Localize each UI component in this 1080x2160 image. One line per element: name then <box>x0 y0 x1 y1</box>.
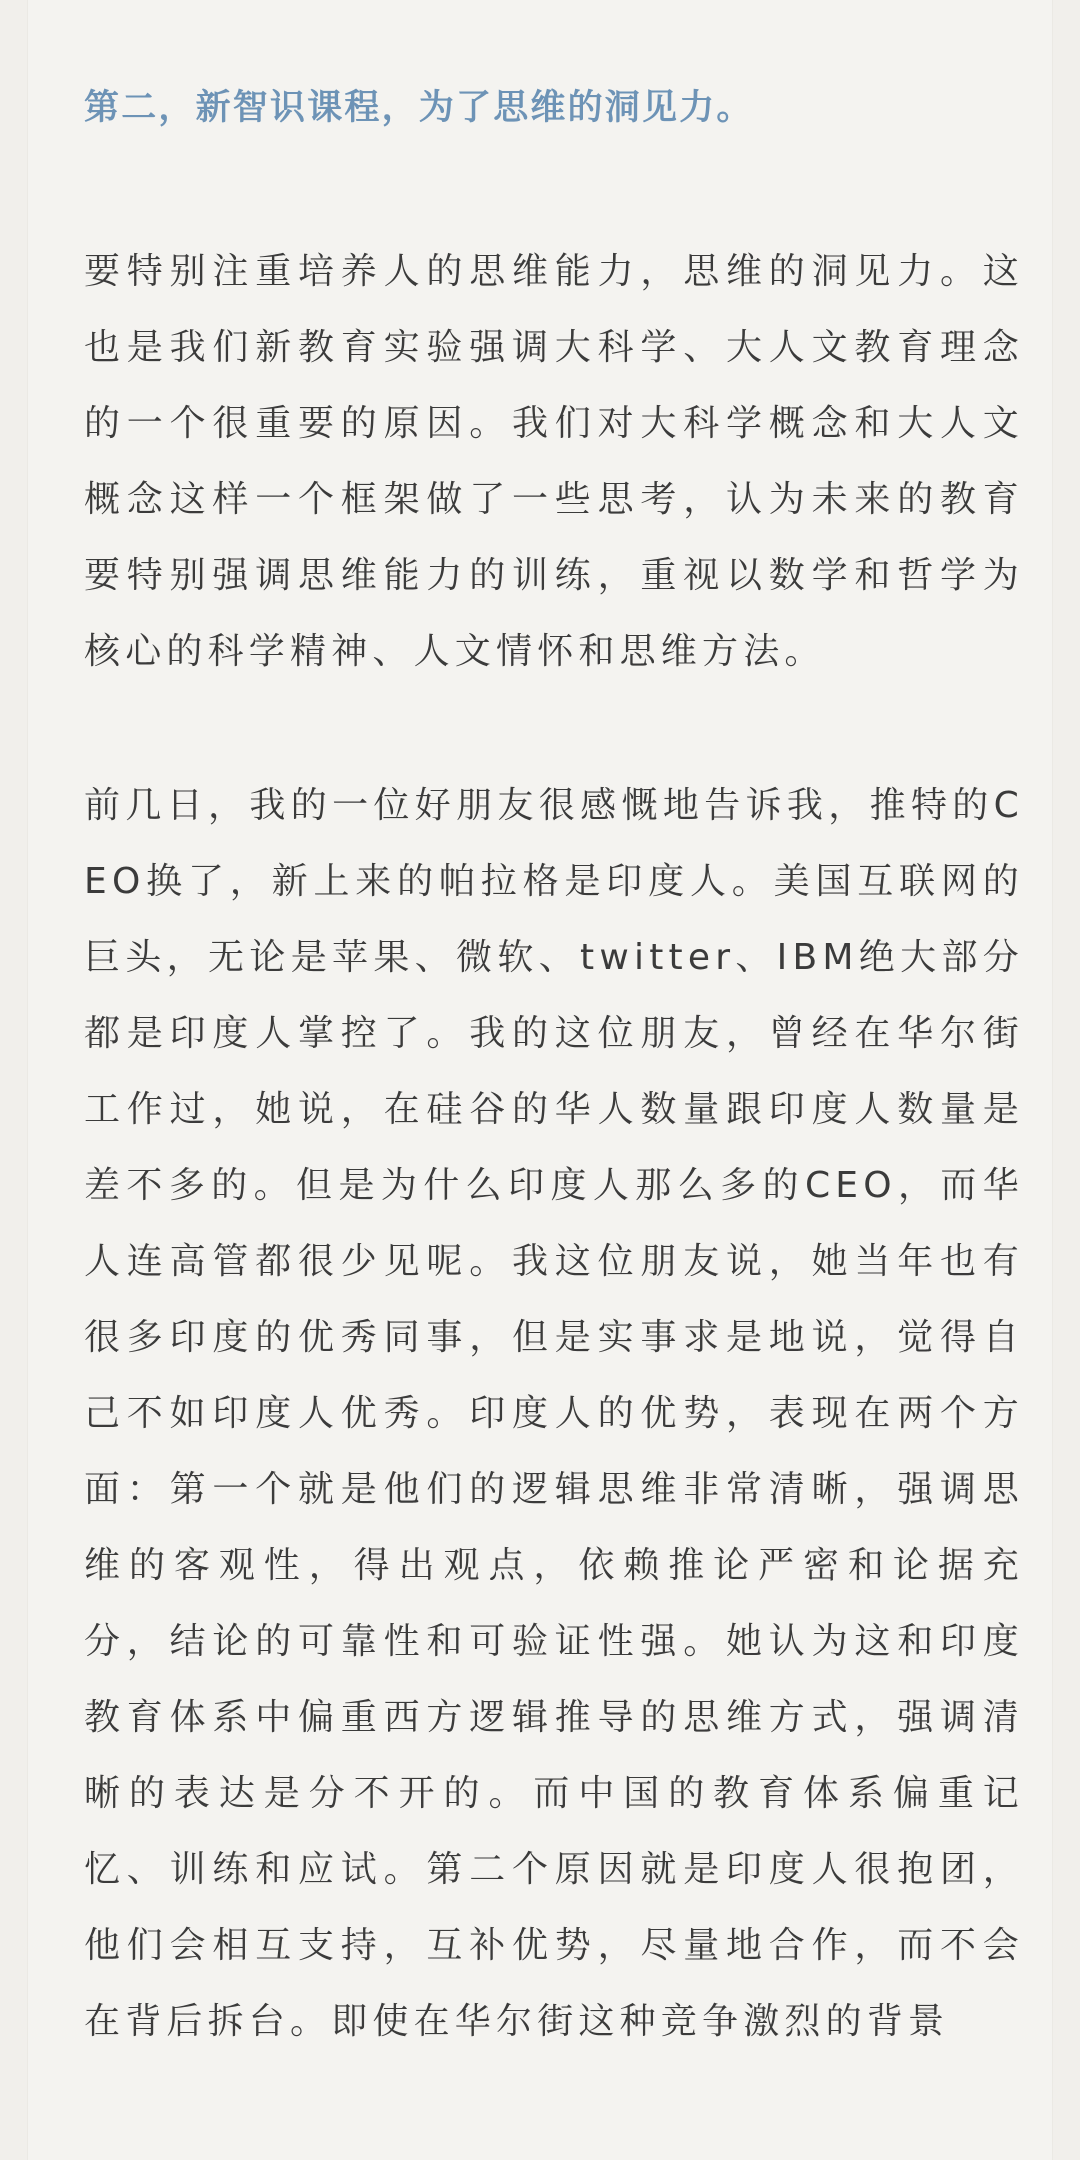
paragraph-india-ceo-story: 前几日，我的一位好朋友很感慨地告诉我，推特的CEO换了，新上来的帕拉格是印度人。美国互联网的巨头，无论是苹果、微软、twitter、IBM绝大部分都是印度人掌控了。我的这位朋友，曾经在华尔街工作过，她说，在硅谷的华人数量跟印度人数量是差不多的。但是为什么印度人那么多的CEO，而华人连高管都很少见呢。我这位朋友说，她当年也有很多印度的优秀同事，但是实事求是地说，觉得自己不如印度人优秀。印度人的优势，表现在两个方面：第一个就是他们的逻辑思维非常清晰，强调思维的客观性，得出观点，依赖推论严密和论据充分，结论的可靠性和可验证性强。她认为这和印度教育体系中偏重西方逻辑推导的思维方式，强调清晰的表达是分不开的。而中国的教育体系偏重记忆、训练和应试。第二个原因就是印度人很抱团，他们会相互支持，互补优势，尽量地合作，而不会在背后拆台。即使在华尔街这种竞争激烈的背景 <box>84 785 1024 2042</box>
paragraph-thinking-ability: 要特别注重培养人的思维能力，思维的洞见力。这也是我们新教育实验强调大科学、大人文教育理念的一个很重要的原因。我们对大科学概念和大人文概念这样一个框架做了一些思考，认为未来的教育要特别强调思维能力的训练，重视以数学和哲学为核心的科学精神、人文情怀和思维方法。 <box>84 251 1024 672</box>
article-page <box>28 0 1052 2160</box>
article-content <box>84 76 1024 2060</box>
section-heading: 第二，新智识课程，为了思维的洞见力。 <box>84 88 754 128</box>
